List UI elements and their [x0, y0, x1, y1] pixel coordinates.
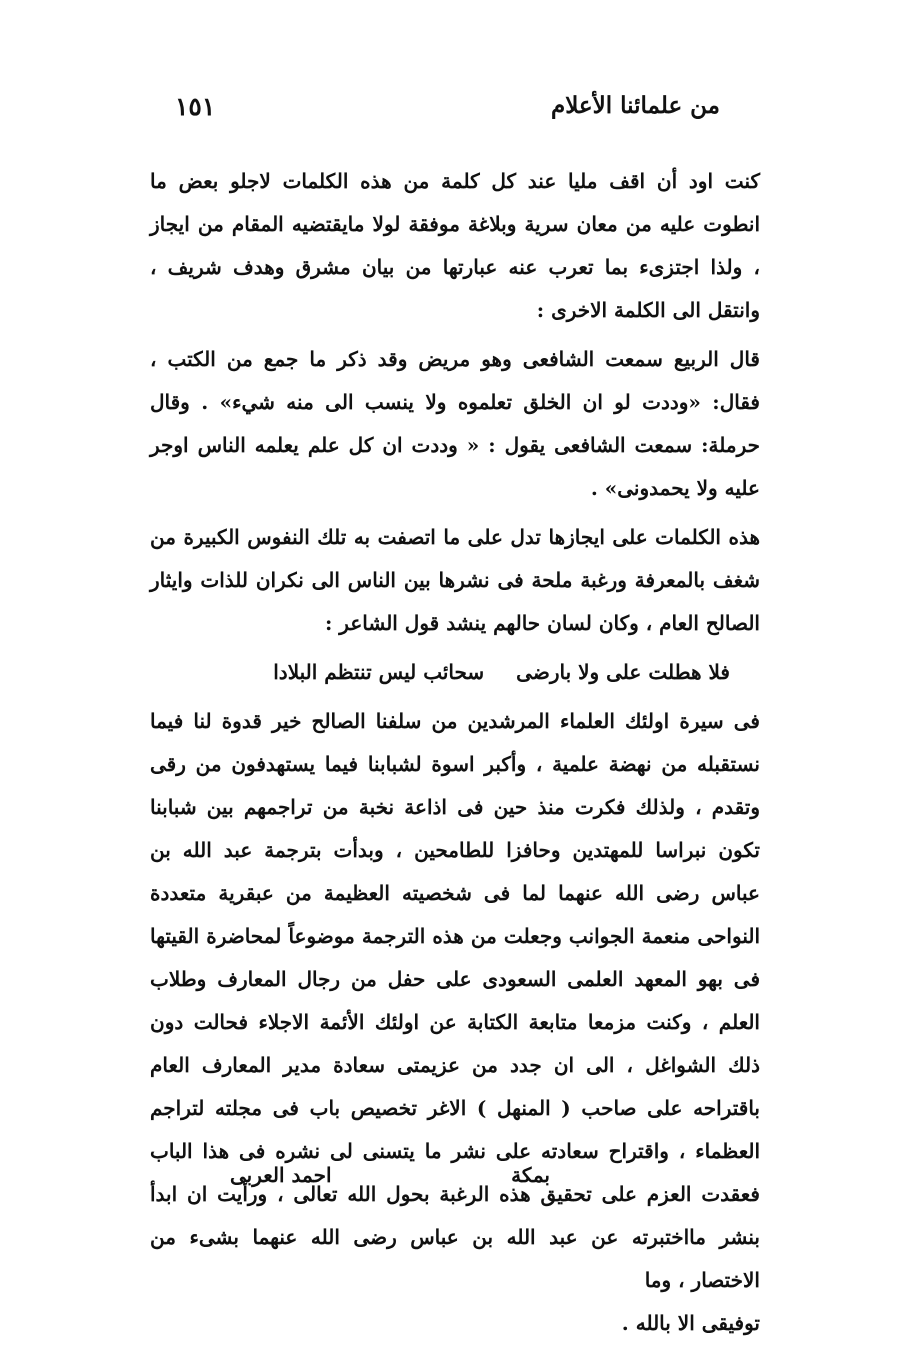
page-number: ١٥١ — [175, 92, 216, 121]
signature-block — [230, 1163, 550, 1203]
paragraph: قال الربيع سمعت الشافعى وهو مريض وقد ذكر ما جمع من الكتب ، فقال: «وددت لو ان الخلق تعلموه ولا ينسب الى منه شيء» . وقال حرملة: سمعت الشافعى يقول : « وددت ان كل علم يعلمه الناس اوجر عليه ولا يحمدونى» . — [150, 347, 760, 500]
verse-hemistich-second: سحائب ليس تنتظم البلادا — [273, 660, 485, 684]
verse-hemistich-first: فلا هطلت على ولا بارضى — [516, 660, 730, 684]
paragraph: فى سيرة اولئك العلماء المرشدين من سلفنا الصالح خير قدوة لنا فيما نستقبله من نهضة علمية ، وأكبر اسوة لشبابنا فيما يستهدفون من رقى وتقدم ، ولذلك فكرت منذ حين فى اذاعة نخبة من تراجمهم بين شبابنا تكون نبراسا للمهتدين وحافزا للطامحين ، وبدأت بترجمة عبد الله بن عباس رضى الله عنهما لما فى شخصيته العظيمة من عبقرية متعددة النواحى منعمة الجوانب وجعلت من هذه الترجمة موضوعاً لمحاضرة القيتها فى بهو المعهد العلمى السعودى على حفل من رجال المعارف وطلاب العلم ، وكنت مزمعا متابعة الكتابة عن اولئك الأئمة الاجلاء فحالت دون ذلك الشواغل ، الى ان جدد من عزيمتى سعادة مدير المعارف العام باقتراحه على صاحب ( المنهل ) الاغر تخصيص باب فى مجلته لتراجم العظماء ، واقتراح سعادته على نشر ما يتسنى لى نشره فى هذا الباب فعقدت العزم على تحقيق هذه الرغبة بحول الله تعالى ، ورأيت ان ابدأ بنشر مااختبرته عن عبد الله بن عباس رضى الله عنهما بشىء من الاختصار ، وما — [150, 709, 760, 1292]
signature-author: احمد العربى — [230, 1163, 332, 1187]
paragraph: كنت اود أن اقف مليا عند كل كلمة من هذه الكلمات لاجلو بعض ما انطوت عليه من معان سرية وبلاغة موفقة لولا مايقتضيه المقام من ايجاز ، ولذا اجتزىء بما تعرب عنه عبارتها من بيان مشرق وهدف شريف ، وانتقل الى الكلمة الاخرى : — [150, 169, 760, 322]
paragraph: هذه الكلمات على ايجازها تدل على ما اتصفت به تلك النفوس الكبيرة من شغف بالمعرفة ورغبة ملحة فى نشرها بين الناس الى نكران للذات وايثار الصالح العام ، وكان لسان حالهم ينشد قول الشاعر : — [150, 525, 760, 635]
signature-place: بمكة — [511, 1163, 550, 1187]
running-title: من علمائنا الأعلام — [550, 92, 720, 119]
page-header — [175, 92, 720, 132]
poetry-verse — [150, 651, 760, 694]
closing-line: توفيقى الا بالله . — [621, 1311, 760, 1335]
